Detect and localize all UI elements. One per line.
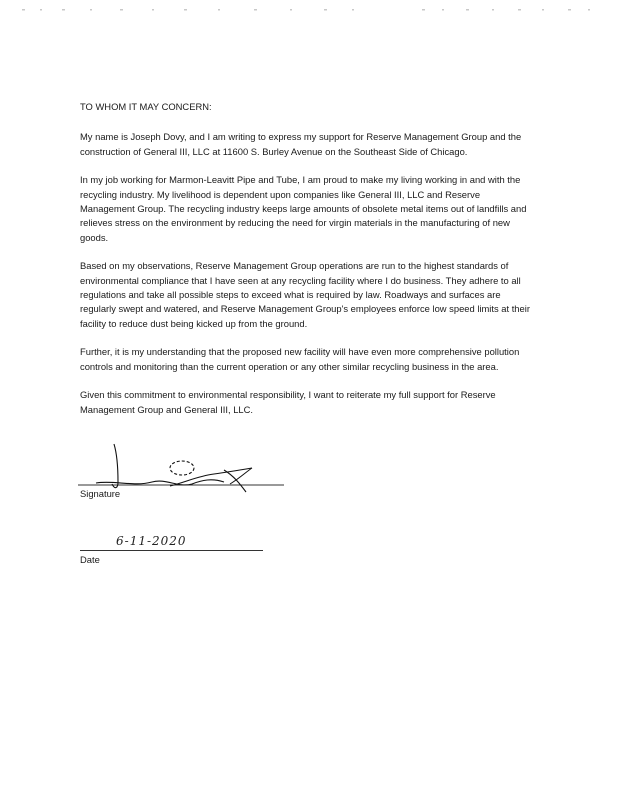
- handwritten-date: 6-11-2020: [116, 534, 187, 548]
- paragraph-new-facility: Further, it is my understanding that the proposed new facility will have even more comprehensive pollution controls and monitoring than the current operation or any other similar recycling business in the area.: [80, 346, 520, 372]
- date-block: [80, 528, 270, 572]
- salutation: TO WHOM IT MAY CONCERN:: [80, 101, 212, 112]
- paragraph-employment: In my job working for Marmon-Leavitt Pipe and Tube, I am proud to make my living working in and with the recycling industry. My livelihood is dependent upon companies like General III, LLC and Reserve Management Group. The recycling industry keeps large amounts of obsolete metal items out of landfills and relieves stress on the environment by reducing the need for virgin materials in the manufacturing of new goods.: [80, 174, 527, 243]
- fax-header-strip: [22, 6, 596, 14]
- date-label: Date: [80, 554, 100, 565]
- paragraph-closing: Given this commitment to environmental responsibility, I want to reiterate my full support for Reserve Management Group and General III, LLC.: [80, 389, 496, 415]
- paragraph-introduction: My name is Joseph Dovy, and I am writing to express my support for Reserve Management Group and the construction of General III, LLC at 11600 S. Burley Avenue on the Southeast Side of Chicago.: [80, 131, 522, 157]
- letter-body: [80, 100, 530, 431]
- handwritten-signature: [74, 434, 294, 494]
- date-line: [80, 550, 263, 551]
- signature-block: [74, 434, 294, 504]
- signature-label: Signature: [80, 488, 121, 499]
- paragraph-observations: Based on my observations, Reserve Management Group operations are run to the highest standards of environmental compliance that I have seen at any recycling facility where I do business. They adhere to all regulations and take all possible steps to exceed what is required by law. Roadways and surfaces are regularly swept and watered, and Reserve Management Group's employees enforce low speed limits at their facility to reduce dust being kicked up from the ground.: [80, 260, 530, 329]
